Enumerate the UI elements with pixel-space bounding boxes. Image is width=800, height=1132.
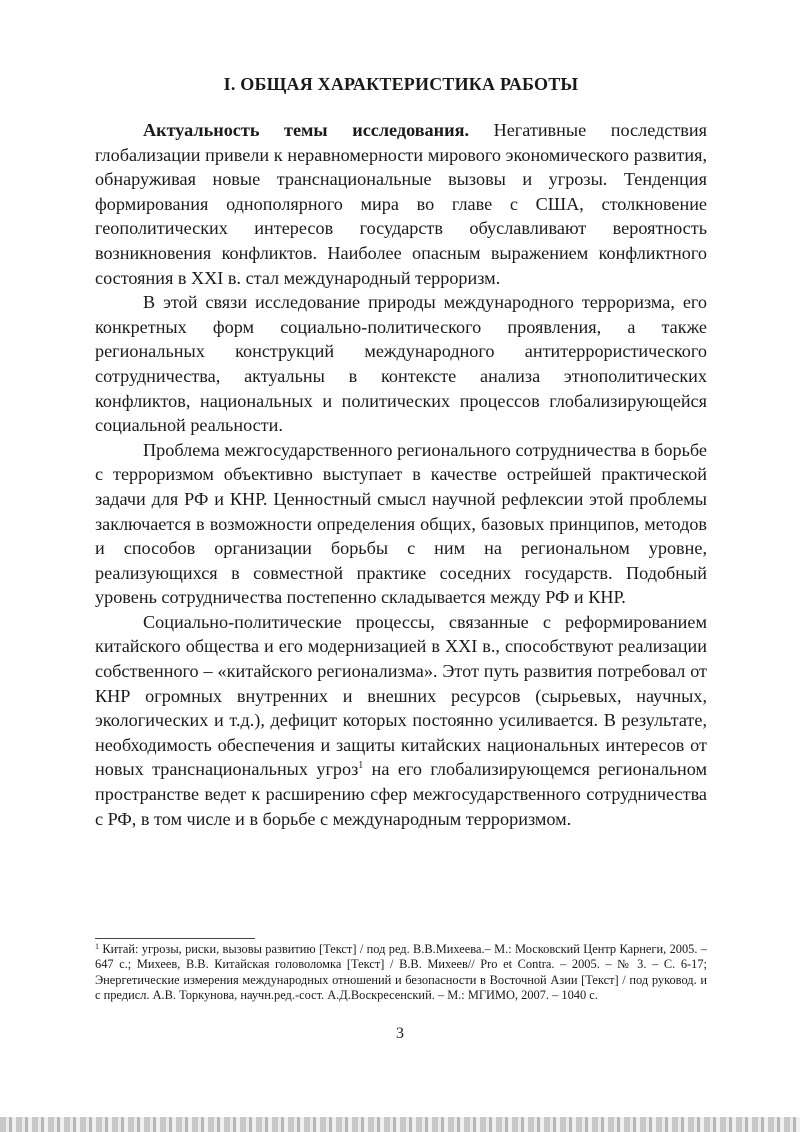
paragraph-text: Негативные последствия глобализации привели к неравномерности мирового экономического развития, обнаруживая новые транснациональные вызовы и угрозы. Тенденция формирования однополярного мира во главе с США, столкновение геополитических интересов государств обуславливают вероятность возникновения конфликтов. Наиболее опасным выражением конфликтного состояния в XXI в. стал международный терроризм. [95, 120, 707, 288]
paragraph-text: на его глобализирующемся региональном пространстве ведет к расширению сфер межгосударственного сотрудничества с РФ, в том числе и в борьбе с международным терроризмом. [95, 759, 708, 829]
paragraph-cooperation-problem [95, 438, 707, 610]
paragraph-text: В этой связи исследование природы международного терроризма, его конкретных форм социально-политического проявления, а также региональных конструкций международного антитеррористического сотрудничества, актуальны в контексте анализа этнополитических конфликтов, национальных и политических процессов глобализирующейся социальной реальности. [95, 292, 707, 436]
footnote-text: Китай: угрозы, риски, вызовы развитию [Текст] / под ред. В.В.Михеева.– М.: Московский Центр Карнеги, 2005. – 647 с.; Михеев, В.В. Китайская головоломка [Текст] / В.В. Михеев// Pro et Contra. – 2005. – № 3. – С. 6-17; Энергетические измерения международных отношений и безопасности в Восточной Азии [Текст] / под руковод. и с предисл. А.В. Торкунова, научн.ред.-сост. А.Д.Воскресенский. – М.: МГИМО, 2007. – 1040 с. [95, 942, 707, 1002]
footnote-reference: 1 [358, 760, 364, 772]
section-heading: I. ОБЩАЯ ХАРАКТЕРИСТИКА РАБОТЫ [223, 74, 579, 94]
paragraph-terrorism-study [95, 290, 707, 438]
paragraph-text: Социально-политические процессы, связанные с реформированием китайского общества и его модернизацией в XXI в., способствуют реализации собственного – «китайского регионализма». Этот путь развития потребовал от КНР огромных внутренних и внешних ресурсов (сырьевых, научных, экологических и т.д.), дефицит которых постоянно усиливается. В результате, необходимость обеспечения и защиты китайских национальных интересов от новых транснациональных угроз [95, 611, 707, 780]
footnote [95, 942, 707, 1003]
footnote-marker: 1 [95, 942, 99, 951]
paragraph-chinese-regionalism [95, 610, 707, 831]
paragraph-lead: Актуальность темы исследования. [143, 120, 469, 140]
paragraph-relevance [95, 118, 707, 290]
page-number: 3 [396, 1025, 404, 1042]
body-text [95, 118, 707, 831]
paragraph-text: Проблема межгосударственного регионального сотрудничества в борьбе с терроризмом объективно выступает в качестве острейшей практической задачи для РФ и КНР. Ценностный смысл научной рефлексии этой проблемы заключается в возможности определения общих, базовых принципов, методов и способов организации борьбы с ним на региональном уровне, реализующихся в совместной практике соседних государств. Подобный уровень сотрудничества постепенно складывается между РФ и КНР. [95, 439, 707, 608]
scan-edge-artifact [0, 1117, 800, 1132]
footnote-separator [95, 938, 255, 939]
